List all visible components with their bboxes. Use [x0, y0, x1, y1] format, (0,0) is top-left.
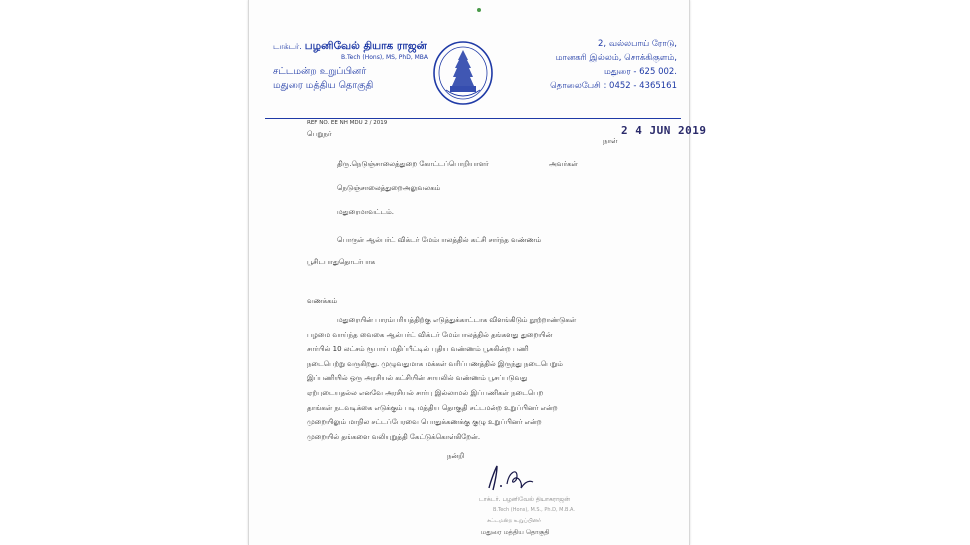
greeting: வணக்கம் — [307, 297, 338, 305]
closing-thanks: நன்றி — [447, 452, 465, 460]
date-label: நாள் — [603, 137, 618, 145]
subject-line-1: பொருள் ஆல்பர்ட் விக்டர் மேம்பாலத்தில் கட்சி சார்ந்த வண்ணம் — [337, 236, 542, 244]
signatory-qualifications: B.Tech (Hons), M.S., Ph.D, M.B.A. — [493, 507, 575, 513]
body-line: தாங்கள் நடவடிக்கை எடுக்கும் படி மத்திய தொகுதி சட்டமன்ற உறுப்பினர் என்ற — [307, 403, 558, 412]
scan-mark — [477, 8, 481, 12]
signatory-constituency: மதுரை மத்திய தொகுதி — [481, 528, 550, 536]
body-line: சார்பில் 10 லட்சம் ரூபாய் மதிப்பீட்டில் புதிய வண்ணம் பூசுகின்ற பணி — [307, 345, 529, 354]
handwritten-signature-icon — [481, 462, 541, 494]
recipient-honorific: அவர்கள் — [549, 160, 578, 168]
body-line: பழமை வாய்ந்த வைகை ஆல்பர்ட் விக்டர் மேம்பாலத்தில் தங்களது துறையின் — [307, 330, 553, 339]
signatory-designation: சட்டமன்ற உறுப்பினர் — [487, 518, 541, 524]
body-line: முறையிலும் மாநில சட்டப்பேரவை பொதுக்கணக்கு குழு உறுப்பினர் என்ற — [307, 418, 542, 427]
tn-government-emblem-icon — [432, 40, 494, 110]
from-label: பெறுநர் — [307, 130, 332, 138]
letterhead-constituency: மதுரை மத்திய தொகுதி — [273, 80, 374, 91]
subject-line-2: பூசிடபாதுதொடர்பாக — [307, 258, 376, 266]
body-line: முறையில் தங்களை வலியுறுத்தி கேட்டுக்கொள்கிறேன். — [307, 432, 481, 441]
phone-number: தொலைபேசி : 0452 - 4365161 — [550, 81, 677, 91]
body-line: இப்பணியில் ஒரு அரசியல் கட்சியின் சாயலில் வண்ணம் பூசப்படுவது — [307, 374, 528, 383]
date-stamp: 2 4 JUN 2019 — [621, 124, 707, 137]
letter-page — [248, 0, 707, 545]
body-line: மதுரையின் பாரம்பரியத்திற்கு எடுத்துக்காட்டாக விளங்கிடும் நூற்றாண்டுகள் — [337, 316, 577, 324]
letterhead-qualifications: B.Tech (Hons), MS, PhD, MBA — [341, 54, 429, 61]
letterhead-name — [273, 40, 427, 53]
address-line-3: மதுரை - 625 002. — [604, 67, 677, 77]
recipient-line-1: திரு.நெடுஞ்சாலைத்துறை கோட்டப்பொறியாளர் — [337, 160, 489, 168]
address-line-1: 2, வல்லபாய் ரோடு, — [598, 39, 677, 49]
letterhead-designation: சட்டமன்ற உறுப்பினர் — [273, 66, 367, 77]
name-text: பழனிவேல் தியாக ராஜன் — [304, 40, 427, 52]
letter-body — [307, 313, 667, 444]
body-line: நடைபெற்று வருகிறது. முழுவதுமாக மக்கள் வரிப்பணத்தில் இருந்து நடைபெறும் — [307, 359, 563, 368]
recipient-line-3: மதுரைமாவட்டம். — [337, 208, 394, 216]
letterhead-divider — [265, 118, 681, 119]
signatory-name: டாக்டர். பழனிவேல் தியாகராஜன் — [479, 496, 570, 503]
address-line-2: மானகரி இல்லம், சொக்கிகுளம், — [555, 53, 677, 63]
reference-number: REF NO. EE NH MDU 2 / 2019 — [307, 120, 388, 126]
body-line: ஏற்புடையதல்ல எனவே அரசியல் சார்பு இல்லாமல் இப்பணிகள் நடைபெற — [307, 388, 544, 397]
recipient-line-2: நெடுஞ்சாலைத்துறைஅலுவலகம் — [337, 184, 441, 192]
name-prefix: டாக்டர். — [273, 42, 302, 51]
